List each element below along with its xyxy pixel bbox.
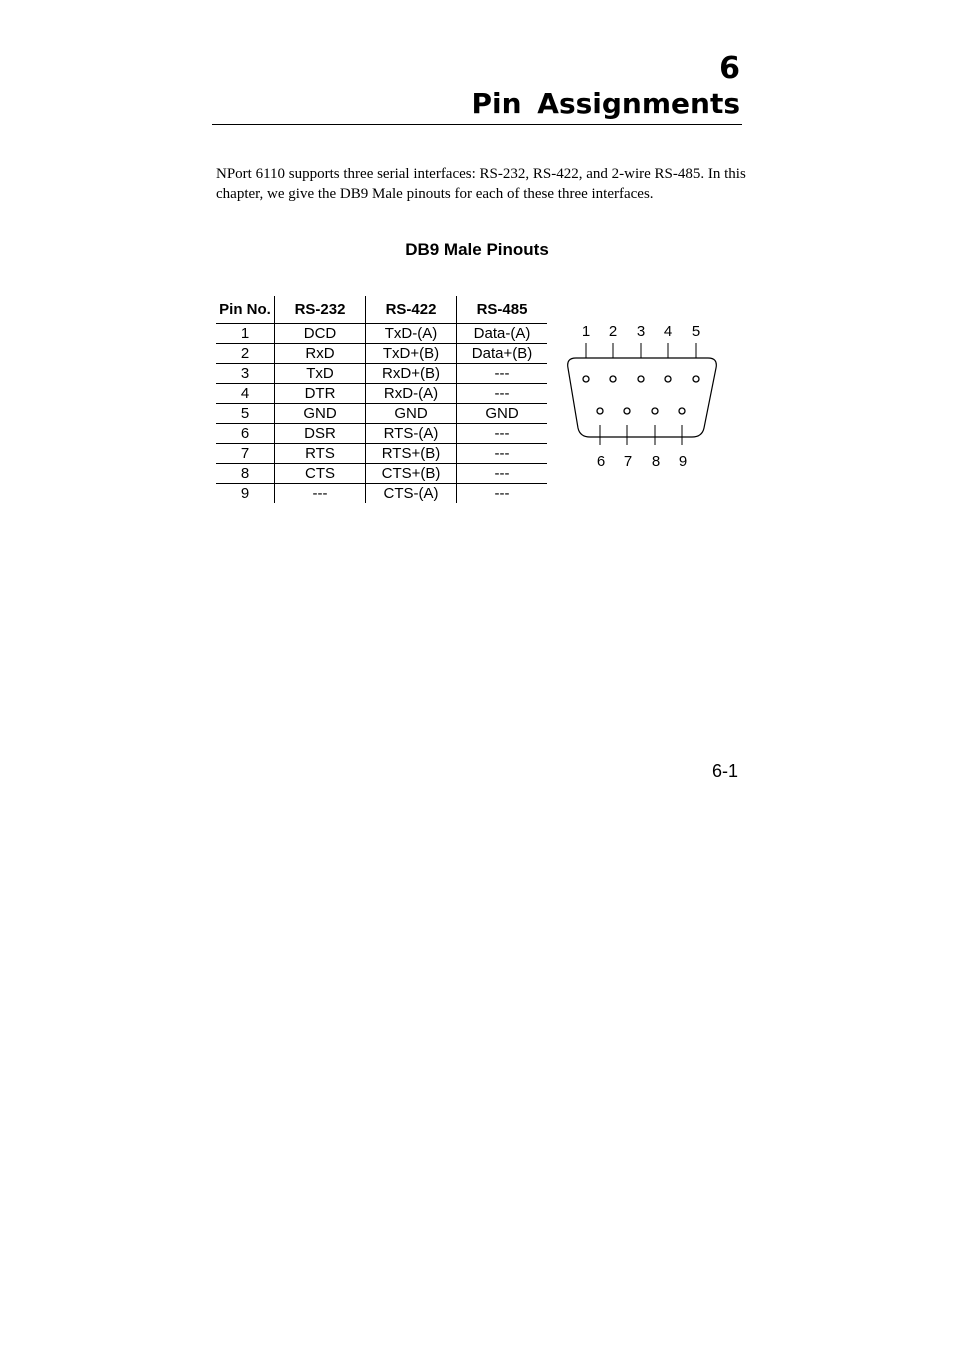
connector-shell (568, 358, 717, 437)
pin-2 (610, 376, 616, 382)
cell-rs422: GND (366, 404, 457, 424)
header-rs485: RS-485 (457, 296, 548, 324)
cell-rs422: RxD+(B) (366, 364, 457, 384)
pin-9 (679, 408, 685, 414)
cell-rs232: RxD (275, 344, 366, 364)
pin-8 (652, 408, 658, 414)
table-row (216, 464, 547, 484)
cell-rs232: RTS (275, 444, 366, 464)
cell-rs485: Data+(B) (457, 344, 548, 364)
cell-rs232: DCD (275, 324, 366, 344)
table-row (216, 404, 547, 424)
cell-rs232: DTR (275, 384, 366, 404)
chapter-number: 6 (719, 51, 740, 86)
bottom-pin-row (597, 408, 685, 414)
cell-pin: 4 (216, 384, 275, 404)
top-pin-row (583, 376, 699, 382)
chapter-title: Pin Assignments (471, 87, 740, 120)
table-row (216, 484, 547, 504)
cell-rs422: RTS-(A) (366, 424, 457, 444)
cell-pin: 2 (216, 344, 275, 364)
intro-paragraph: NPort 6110 supports three serial interfaces: RS-232, RS-422, and 2-wire RS-485. In this chapter, we give the DB9 Male pinouts for each of these three interfaces. (216, 166, 746, 202)
table-row (216, 324, 547, 344)
pin-label-2: 2 (608, 323, 618, 340)
cell-rs485: --- (457, 464, 548, 484)
pinout-table (216, 296, 547, 503)
bottom-pin-leaders (600, 425, 682, 445)
cell-rs232: GND (275, 404, 366, 424)
pin-label-4: 4 (663, 323, 673, 340)
pin-1 (583, 376, 589, 382)
table-row (216, 364, 547, 384)
cell-pin: 3 (216, 364, 275, 384)
pin-4 (665, 376, 671, 382)
section-heading: DB9 Male Pinouts (405, 240, 549, 259)
cell-pin: 8 (216, 464, 275, 484)
pin-label-1: 1 (581, 323, 591, 340)
db9-male-connector-diagram (560, 316, 730, 476)
header-pin-no: Pin No. (216, 296, 275, 324)
table-row (216, 424, 547, 444)
table-header-row (216, 296, 547, 324)
cell-pin: 6 (216, 424, 275, 444)
table-row (216, 444, 547, 464)
pin-6 (597, 408, 603, 414)
cell-rs232: DSR (275, 424, 366, 444)
cell-rs422: RTS+(B) (366, 444, 457, 464)
cell-rs485: Data-(A) (457, 324, 548, 344)
cell-pin: 5 (216, 404, 275, 424)
cell-rs422: RxD-(A) (366, 384, 457, 404)
cell-rs485: --- (457, 444, 548, 464)
header-rs422: RS-422 (366, 296, 457, 324)
cell-rs485: --- (457, 384, 548, 404)
cell-rs422: TxD-(A) (366, 324, 457, 344)
cell-rs422: CTS-(A) (366, 484, 457, 504)
title-divider (212, 124, 742, 125)
cell-rs485: --- (457, 364, 548, 384)
cell-pin: 9 (216, 484, 275, 504)
top-pin-leaders (586, 343, 696, 358)
cell-rs485: GND (457, 404, 548, 424)
cell-rs485: --- (457, 424, 548, 444)
pin-5 (693, 376, 699, 382)
pin-3 (638, 376, 644, 382)
cell-rs232: CTS (275, 464, 366, 484)
pin-label-3: 3 (636, 323, 646, 340)
pin-label-9: 9 (678, 453, 688, 470)
page-number: 6-1 (711, 761, 738, 781)
cell-pin: 1 (216, 324, 275, 344)
cell-rs422: CTS+(B) (366, 464, 457, 484)
pin-7 (624, 408, 630, 414)
pin-label-7: 7 (623, 453, 633, 470)
table-row (216, 384, 547, 404)
cell-rs232: TxD (275, 364, 366, 384)
pin-label-6: 6 (596, 453, 606, 470)
cell-rs485: --- (494, 484, 510, 502)
table-row (216, 344, 547, 364)
pin-label-8: 8 (651, 453, 661, 470)
pin-label-5: 5 (691, 323, 701, 340)
cell-pin: 7 (216, 444, 275, 464)
cell-rs232: --- (275, 484, 366, 504)
cell-rs422: TxD+(B) (366, 344, 457, 364)
header-rs232: RS-232 (275, 296, 366, 324)
